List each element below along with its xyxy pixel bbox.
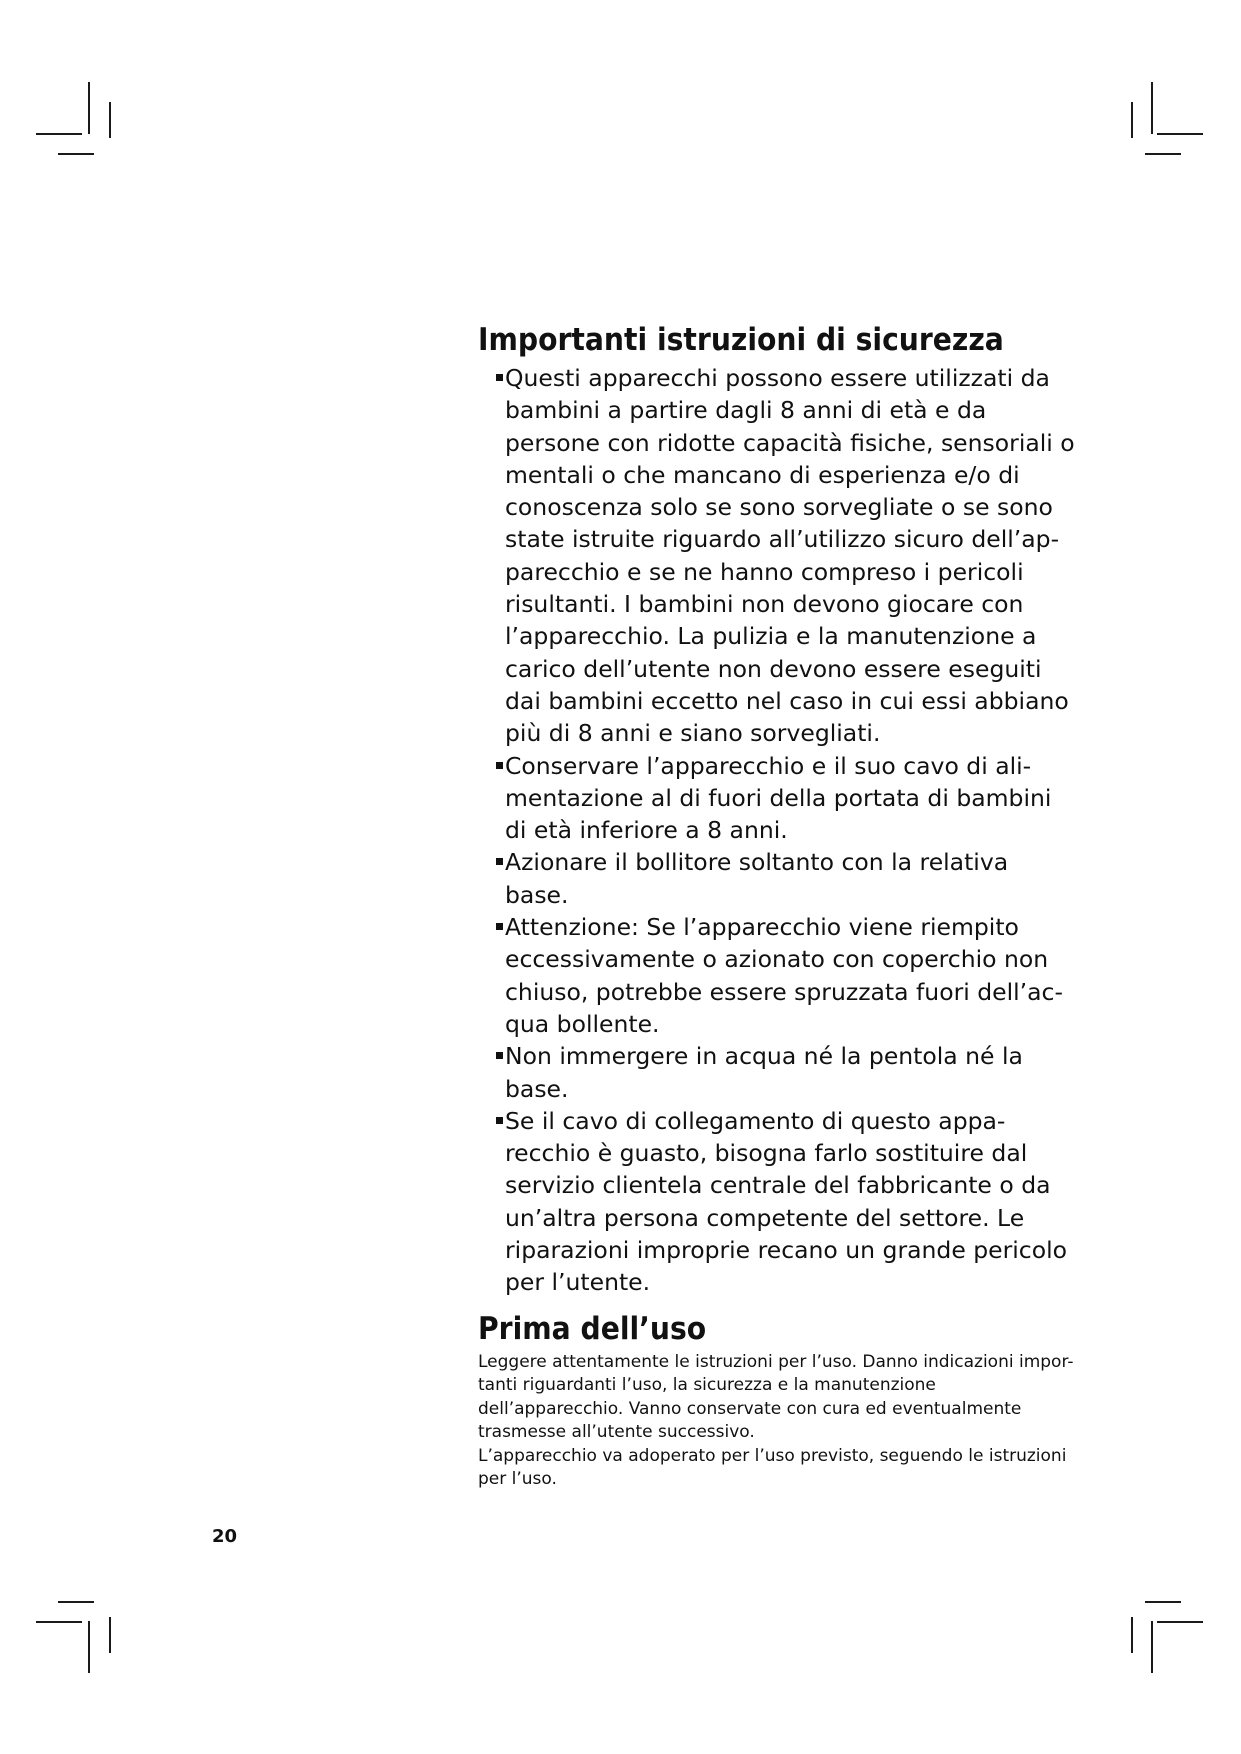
bullet-square-icon (496, 1052, 503, 1059)
page-content (478, 320, 1078, 1492)
paragraph: Leggere attentamente le istruzioni per l’uso. Danno indicazioni impor-tanti riguardanti l’uso, la sicurezza e la manutenzione dell’apparecchio. Vanno conservate con cura ed eventualmente trasmesse all’utente successivo. (478, 1351, 1074, 1443)
crop-mark (58, 1601, 94, 1603)
crop-mark (1145, 1601, 1181, 1603)
list-item-text: Conservare l’apparecchio e il suo cavo di ali-mentazione al di fuori della portata di bambini di età inferiore a 8 anni. (505, 751, 1052, 845)
crop-mark (1157, 1621, 1203, 1623)
crop-mark (58, 153, 94, 155)
list-item-text: Azionare il bollitore soltanto con la relativa base. (505, 848, 1009, 909)
bullet-square-icon (496, 923, 503, 930)
list-item (478, 1040, 1078, 1105)
list-item-text: Questi apparecchi possono essere utilizzati da bambini a partire dagli 8 anni di età e da persone con ridotte capacità fisiche, sensoriali o mentali o che mancano di esperienza e/o di conoscenza solo se sono sorvegliate o se sono state istruite riguardo all’utilizzo sicuro dell’ap-parecchio e se ne hanno compreso i pericoli risultanti. I bambini non devono giocare con l’apparecchio. La pulizia e la manutenzione a carico dell’utente non devono essere eseguiti dai bambini eccetto nel caso in cui essi abbiano più di 8 anni e siano sorvegliati. (505, 364, 1075, 748)
crop-mark (88, 1621, 90, 1673)
list-item-text: Se il cavo di collegamento di questo appa-recchio è guasto, bisogna farlo sostituire dal servizio clientela centrale del fabbricante o da un’altra persona competente del settore. Le riparazioni improprie recano un grande pericolo per l’utente. (505, 1106, 1068, 1297)
crop-mark (1131, 1617, 1133, 1653)
list-item (478, 1105, 1078, 1299)
crop-mark (88, 82, 90, 134)
bullet-square-icon (496, 858, 503, 865)
before-use-heading: Prima dell’uso (478, 1310, 707, 1347)
crop-mark (109, 1617, 111, 1653)
crop-mark (36, 133, 82, 135)
crop-mark (1151, 1621, 1153, 1673)
bullet-square-icon (496, 762, 503, 769)
list-item-text: Non immergere in acqua né la pentola né la base. (505, 1042, 1023, 1103)
list-item (478, 846, 1078, 911)
list-item (478, 362, 1078, 750)
safety-instructions-list (478, 362, 1078, 1299)
page-number: 20 (212, 1526, 238, 1547)
list-item (478, 911, 1078, 1040)
crop-mark (1151, 82, 1153, 134)
list-item (478, 750, 1078, 847)
crop-mark (1157, 133, 1203, 135)
bullet-square-icon (496, 374, 503, 381)
bullet-square-icon (496, 1117, 503, 1124)
list-item-text: Attenzione: Se l’apparecchio viene riempito eccessivamente o azionato con coperchio non chiuso, potrebbe essere spruzzata fuori dell’ac-qua bollente. (505, 913, 1063, 1038)
crop-mark (1131, 102, 1133, 138)
before-use-section (478, 1309, 1078, 1492)
paragraph: L’apparecchio va adoperato per l’uso previsto, seguendo le istruzioni per l’uso. (478, 1445, 1067, 1490)
crop-mark (1145, 153, 1181, 155)
safety-instructions-heading: Importanti istruzioni di sicurezza (478, 322, 1004, 358)
crop-mark (36, 1621, 82, 1623)
crop-mark (109, 102, 111, 138)
